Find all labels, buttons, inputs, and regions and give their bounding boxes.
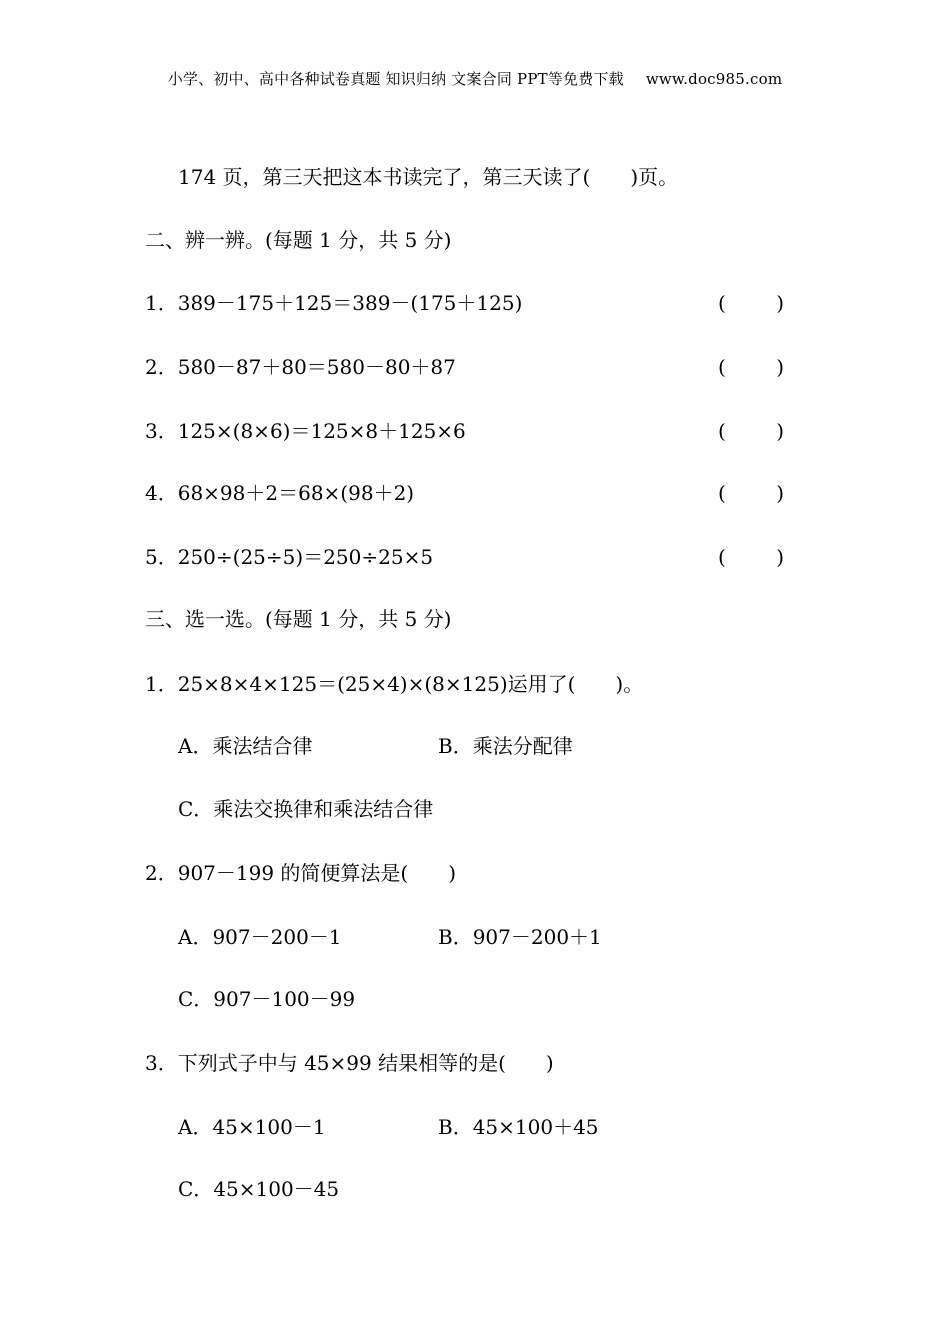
bracket-right: ) [776, 291, 784, 315]
bracket-left: ( [718, 419, 726, 443]
section-title-judge: 二、辨一辨。(每题 1 分，共 5 分) [145, 228, 452, 252]
q1-option-b[interactable]: B．乘法分配律 [438, 734, 573, 758]
continuation-text: 174 页，第三天把这本书读完了，第三天读了( )页。 [178, 165, 679, 189]
section-title-choice: 三、选一选。(每题 1 分，共 5 分) [145, 607, 452, 631]
q3-option-a[interactable]: A．45×100－1 [178, 1115, 326, 1139]
choice-question-2: 2．907－199 的简便算法是( ) [145, 861, 457, 885]
bracket-right: ) [776, 419, 784, 443]
judge-item-2: 2．580－87＋80＝580－80＋87 [145, 355, 456, 379]
bracket-left: ( [718, 545, 726, 569]
bracket-left: ( [718, 291, 726, 315]
bracket-right: ) [776, 355, 784, 379]
bracket-left: ( [718, 355, 726, 379]
bracket-right: ) [776, 481, 784, 505]
header-text: 小学、初中、高中各种试卷真题 知识归纳 文案合同 PPT等免费下载 [167, 70, 624, 88]
judge-item-1: 1．389－175＋125＝389－(175＋125) [145, 291, 523, 315]
q2-option-c[interactable]: C．907－100－99 [178, 987, 356, 1011]
judge-item-4: 4．68×98＋2＝68×(98＋2) [145, 481, 415, 505]
page-header [0, 68, 950, 89]
q1-option-a[interactable]: A．乘法结合律 [178, 734, 313, 758]
bracket-left: ( [718, 481, 726, 505]
choice-question-1: 1．25×8×4×125＝(25×4)×(8×125)运用了( )。 [145, 672, 644, 696]
judge-item-5: 5．250÷(25÷5)＝250÷25×5 [145, 545, 434, 569]
judge-item-3: 3．125×(8×6)＝125×8＋125×6 [145, 419, 466, 443]
bracket-right: ) [776, 545, 784, 569]
q3-option-b[interactable]: B．45×100＋45 [438, 1115, 599, 1139]
q3-option-c[interactable]: C．45×100－45 [178, 1177, 340, 1201]
q1-option-c[interactable]: C．乘法交换律和乘法结合律 [178, 797, 434, 821]
choice-question-3: 3．下列式子中与 45×99 结果相等的是( ) [145, 1051, 554, 1075]
q2-option-a[interactable]: A．907－200－1 [178, 925, 342, 949]
header-site: www.doc985.com [645, 70, 783, 88]
q2-option-b[interactable]: B．907－200＋1 [438, 925, 602, 949]
